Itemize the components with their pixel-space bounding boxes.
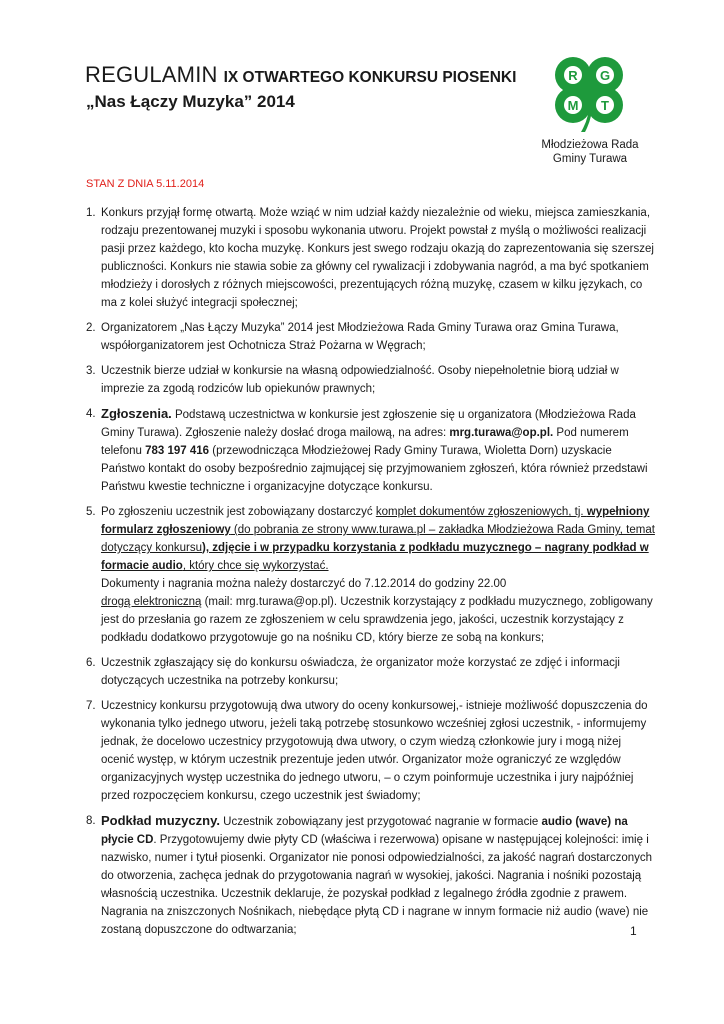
logo-caption-line1: Młodzieżowa Rada: [541, 139, 639, 151]
form-underlined: wypełniony formularz zgłoszeniowy: [101, 506, 650, 536]
rule-text: . Przygotowujemy dwie płyty CD (właściwa i rezerwowa) opisane w następującej kolejności: imię i nazwisko, numer i tytuł piosenki. Organizator nie ponosi odpowiedzialności, za jakość nagrań dostarczonych do otworzenia, zachęca jednak do przygotowania nagrań w wysokiej, jakości. Nagrania i nośniki pozostają własnością uczestnika. Uczestnik deklaruje, że pozyskał podkład z legalnego źródła zgodnie z prawem. Nagrania na zniszczonych Nośnikach, niebędące płytą CD i nagrane w innym formacie niż audio (wave) nie zostaną dopuszczone do odtwarzania;: [101, 834, 653, 936]
rule-6: [86, 654, 656, 690]
rule-number: 5.: [86, 506, 96, 518]
phone-number: 783 197 416: [145, 445, 210, 457]
documents-underlined: komplet dokumentów zgłoszeniowych, tj.: [375, 506, 587, 518]
rule-text: Organizatorem „Nas Łączy Muzyka” 2014 jest Młodzieżowa Rada Gminy Turawa oraz Gmina Turawa, współorganizatorem jest Ochotnicza Straż Pożarna w Węgrach;: [101, 322, 619, 352]
format-requirement: audio (wave) na płycie CD: [101, 816, 628, 846]
logo-letter-t: T: [601, 98, 609, 113]
rule-text: (przewodnicząca Młodzieżowej Rady Gminy Turawa, Wioletta Dorn) uzyskacie Państwo kontakt do osoby bezpośrednio zajmującej się przyjmowaniem zgłoszeń, która również przedstawi Państwu kwestie techniczne i organizacyjne dotyczące konkursu.: [101, 445, 648, 493]
rule-text: , który chce się wykorzystać.: [182, 560, 329, 572]
rule-heading: Podkład muzyczny.: [101, 813, 220, 828]
rule-text: Po zgłoszeniu uczestnik jest zobowiązany dostarczyć: [101, 506, 376, 518]
logo-caption: [532, 138, 648, 166]
status-date: STAN Z DNIA 5.11.2014: [86, 178, 205, 190]
rule-2: [86, 319, 656, 355]
deadline-text: Dokumenty i nagrania można należy dostarczyć do 7.12.2014 do godziny 22.00: [101, 578, 507, 590]
rule-text: Uczestnik bierze udział w konkursie na własną odpowiedzialność. Osoby niepełnoletnie biorą udział w imprezie za zgodą rodziców lub opiekunów prawnych;: [101, 365, 619, 395]
rules-list: [86, 204, 656, 946]
rule-8: [86, 812, 656, 939]
rule-number: 3.: [86, 365, 96, 377]
rule-text: Podstawą uczestnictwa w konkursie jest zgłoszenie się u organizatora (Młodzieżowa Rada Gminy Turawa). Zgłoszenie należy dosłać droga mailową, na adres:: [101, 409, 636, 439]
title-contest: IX OTWARTEGO KONKURSU PIOSENKI: [223, 69, 517, 86]
logo-letter-m: M: [567, 98, 579, 113]
email-address: mrg.turawa@op.pl.: [449, 427, 554, 439]
photo-audio-requirement: ), zdjęcie i w przypadku korzystania z podkładu muzycznego – nagrany podkład w formacie audio: [101, 542, 649, 572]
rule-number: 2.: [86, 322, 96, 334]
rule-7: [86, 697, 656, 805]
rule-1: [86, 204, 656, 312]
rule-3: [86, 362, 656, 398]
rule-text: Uczestnik zgłaszający się do konkursu oświadcza, że organizator może korzystać ze zdjęć i informacji dotyczących uczestnika na potrzeby konkursu;: [101, 657, 620, 687]
page-number: 1: [630, 924, 637, 938]
rule-text: Konkurs przyjął formę otwartą. Może wziąć w nim udział każdy niezależnie od wieku, miejsca zamieszkania, rodzaju prezentowanej muzyki i sposobu wykonania utworu. Projekt powstał z myślą o możliwości realizacji pasji przez każdego, kto kocha muzykę. Konkurs jest swego rodzaju okazją do zaprezentowania się szerszej publiczności. Konkurs nie stawia sobie za główny cel rywalizacji i zdobywania nagród, a ma być spotkaniem młodzieży i dorosłych z różnych miejscowości, prezentujących różną muzykę, czasem w kilku językach, co ma z kolei służyć integracji społecznej;: [101, 207, 654, 309]
document-subtitle: „Nas Łączy Muzyka” 2014: [86, 92, 295, 111]
logo-letter-r: R: [568, 68, 578, 83]
rule-number: 4.: [86, 408, 96, 420]
rule-5: [86, 503, 656, 647]
document-title: [85, 62, 516, 88]
logo-letter-g: G: [599, 68, 611, 83]
rule-number: 6.: [86, 657, 96, 669]
form-source-link[interactable]: (do pobrania ze strony www.turawa.pl – zakładka Młodzieżowa Rada Gminy, temat dotyczący konkursu: [101, 524, 655, 554]
rule-number: 7.: [86, 700, 96, 712]
rule-number: 1.: [86, 207, 96, 219]
rule-heading: Zgłoszenia.: [101, 406, 172, 421]
rule-number: 8.: [86, 815, 96, 827]
rule-text: Pod numerem telefonu: [101, 427, 629, 457]
rule-text: Uczestnicy konkursu przygotowują dwa utwory do oceny konkursowej,- istnieje możliwość dopuszczenia do wykonania tylko jednego utworu, jeżeli taką potrzebę stosunkowo wcześniej zgłosi uczestnik, - informujemy jednak, że docelowo uczestnicy przygotowują dwa utwory, o czym wiedzą członkowie jury i mogą niżej ocenić występ, w którym uczestnik prezentuje jeden utwór. Organizator może ograniczyć ze względów organizacyjnych występ uczestnika do jednego utworu, – o czym poinformuje uczestnika i jury najpóźniej przed rozpoczęciem konkursu, czego uczestnik jest świadomy;: [101, 700, 648, 802]
rule-text: (mail: mrg.turawa@op.pl). Uczestnik korzystający z podkładu muzycznego, zobligowany jest do przesłania go razem ze zgłoszeniem w celu sprawdzenia jego, jakości, uczestnik korzystający z podkładu dodatkowo przygotowuje go na nośniku CD, który bierze ze sobą na konkurs;: [101, 596, 653, 644]
clover-logo-icon: [551, 53, 627, 133]
electronic-delivery: drogą elektroniczną: [101, 596, 202, 608]
title-regulamin: REGULAMIN: [85, 62, 218, 87]
logo-caption-line2: Gminy Turawa: [552, 153, 628, 165]
rule-text: Uczestnik zobowiązany jest przygotować nagranie w formacie: [219, 816, 542, 828]
rule-4: [86, 405, 656, 496]
